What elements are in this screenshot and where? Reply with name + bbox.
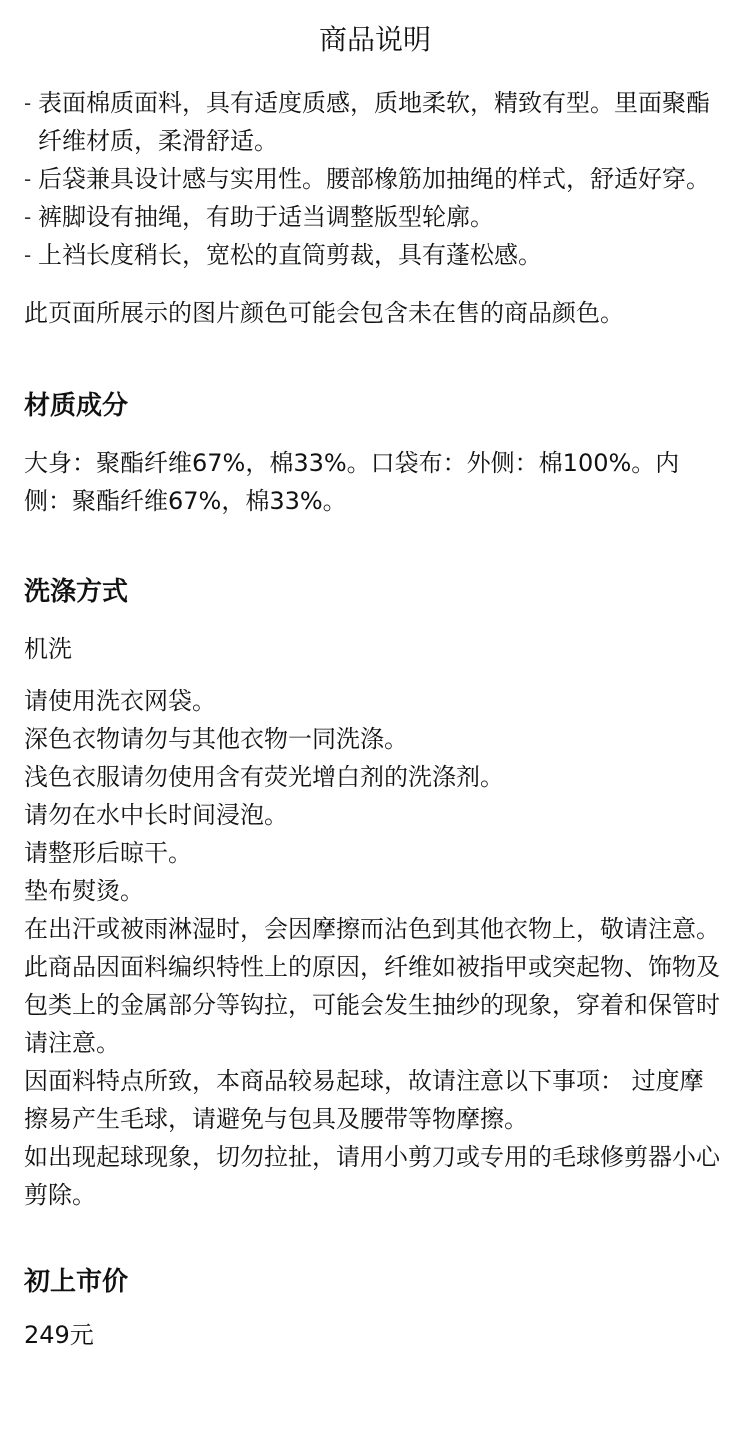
washing-note: 深色衣物请勿与其他衣物一同洗涤。 xyxy=(24,725,408,753)
washing-heading: 洗涤方式 xyxy=(24,577,129,607)
material-heading: 材质成分 xyxy=(24,391,129,421)
washing-note: 请整形后晾干。 xyxy=(24,839,192,867)
launch-price: 249元 xyxy=(24,1321,94,1349)
color-disclaimer: 此页面所展示的图片颜色可能会包含未在售的商品颜色。 xyxy=(24,299,624,327)
washing-note: 此商品因面料编织特性上的原因，纤维如被指甲或突起物、饰物及包类上的金属部分等钩拉，可能会发生抽纱的现象，穿着和保管时请注意。 xyxy=(24,953,720,1057)
description-item: - 表面棉质面料，具有适度质感，质地柔软，精致有型。里面聚酯纤维材质，柔滑舒适。 xyxy=(24,84,726,160)
washing-note: 浅色衣服请勿使用含有荧光增白剂的洗涤剂。 xyxy=(24,763,504,791)
description-item: - 后袋兼具设计感与实用性。腰部橡筋加抽绳的样式，舒适好穿。 xyxy=(24,160,726,198)
washing-notes-list xyxy=(24,682,726,1214)
description-list xyxy=(24,84,726,274)
description-item: - 上裆长度稍长，宽松的直筒剪裁，具有蓬松感。 xyxy=(24,236,726,274)
washing-note: 在出汗或被雨淋湿时，会因摩擦而沾色到其他衣物上，敬请注意。 xyxy=(24,915,720,943)
washing-method: 机洗 xyxy=(24,635,72,663)
page-title: 商品说明 xyxy=(318,23,431,56)
washing-note: 因面料特点所致，本商品较易起球，故请注意以下事项： 过度摩擦易产生毛球，请避免与包具及腰带等物摩擦。 xyxy=(24,1067,704,1133)
washing-note: 垫布熨烫。 xyxy=(24,877,144,905)
washing-note: 请勿在水中长时间浸泡。 xyxy=(24,801,288,829)
description-item: - 裤脚设有抽绳，有助于适当调整版型轮廓。 xyxy=(24,198,726,236)
washing-note: 如出现起球现象，切勿拉扯，请用小剪刀或专用的毛球修剪器小心剪除。 xyxy=(24,1143,720,1209)
washing-note: 请使用洗衣网袋。 xyxy=(24,687,216,715)
price-heading: 初上市价 xyxy=(24,1267,129,1297)
material-composition: 大身：聚酯纤维67%，棉33%。口袋布：外侧：棉100%。内侧：聚酯纤维67%，棉33%。 xyxy=(24,449,680,515)
